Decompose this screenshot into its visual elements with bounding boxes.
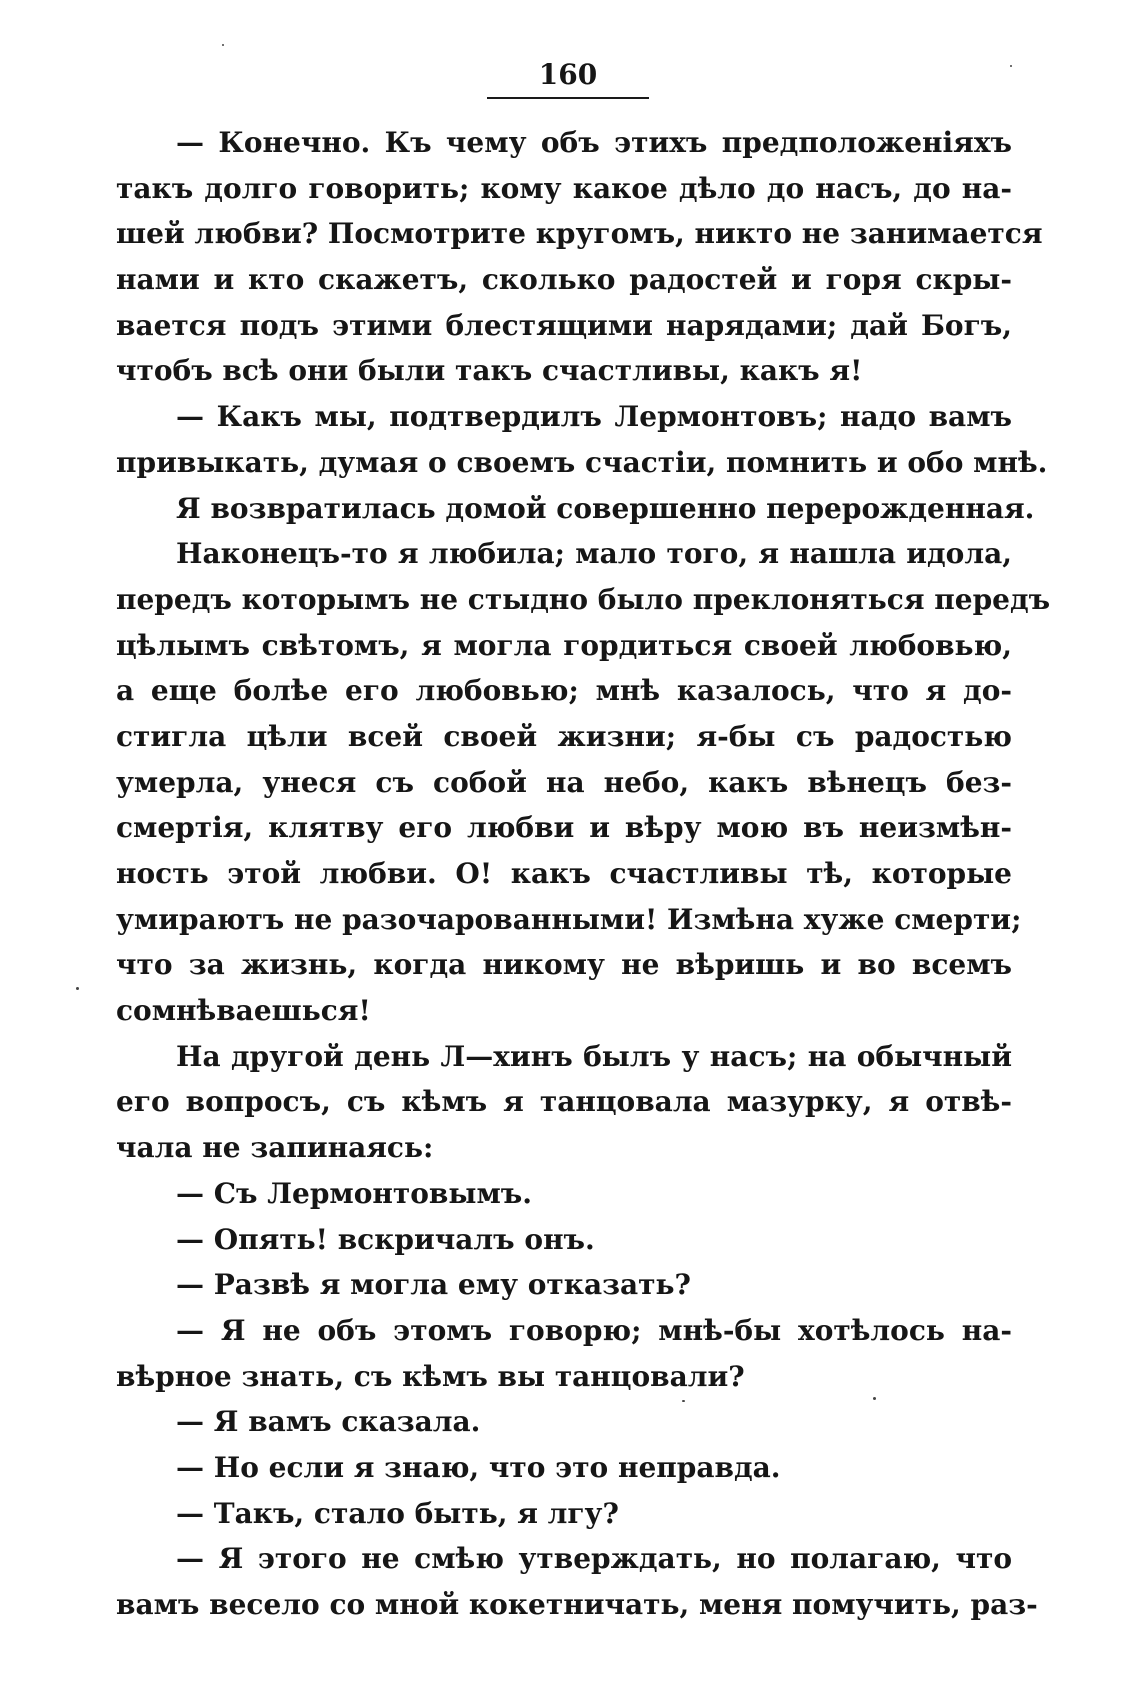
text-line: смертія, клятву его любви и вѣру мою въ неизмѣн- [116,811,1012,845]
text-line: вамъ весело со мной кокетничать, меня помучить, раз- [116,1588,1038,1621]
text-line: — Но если я знаю, что это неправда. [176,1450,781,1484]
text-line: — Я не объ этомъ говорю; мнѣ-бы хотѣлось на- [176,1313,1012,1347]
text-line: — Развѣ я могла ему отказать? [176,1268,691,1302]
text-line: шей любви? Посмотрите кругомъ, никто не занимается [116,217,1043,251]
print-speck [682,1400,685,1402]
text-line: — Опять! вскричалъ онъ. [176,1222,595,1256]
text-line: — Конечно. Къ чему объ этихъ предположеніяхъ [176,126,1012,159]
text-line: такъ долго говорить; кому какое дѣло до насъ, до на- [116,171,1012,205]
text-line: вѣрное знать, съ кѣмъ вы танцовали? [116,1359,745,1393]
print-speck [1010,65,1012,67]
print-speck [76,987,79,990]
text-line: вается подъ этими блестящими нарядами; дай Богъ, [116,308,1012,342]
page-text [116,120,1051,1628]
text-line: а еще болѣе его любовью; мнѣ казалось, что я до- [116,674,1012,708]
text-line: что за жизнь, когда никому не вѣришь и во всемъ [116,948,1012,982]
text-line: Я возвратилась домой совершенно перерожденная. [176,491,1035,525]
text-line: чала не запинаясь: [116,1131,434,1165]
text-line: привыкать, думая о своемъ счастіи, помнить и обо мнѣ. [116,445,1048,479]
text-line: цѣлымъ свѣтомъ, я могла гордиться своей любовью, [116,628,1012,662]
text-line: его вопросъ, съ кѣмъ я танцовала мазурку, я отвѣ- [116,1085,1012,1119]
print-speck [222,44,224,46]
text-line: сомнѣваешься! [116,994,371,1028]
text-line: — Я этого не смѣю утверждать, но полагаю, что [176,1542,1012,1576]
text-line: — Такъ, стало быть, я лгу? [176,1496,619,1530]
text-line: нами и кто скажетъ, сколько радостей и горя скры- [116,263,1012,297]
page-number-rule [487,97,649,99]
text-line: — Съ Лермонтовымъ. [176,1176,533,1210]
text-line: передъ которымъ не стыдно было преклоняться передъ [116,582,1051,616]
text-line: — Какъ мы, подтвердилъ Лермонтовъ; надо вамъ [176,400,1012,434]
page-number: 160 [538,58,598,91]
text-line: чтобъ всѣ они были такъ счастливы, какъ я! [116,354,863,388]
print-speck [873,1397,876,1400]
text-line: ность этой любви. О! какъ счастливы тѣ, которые [116,857,1012,890]
text-line: стигла цѣли всей своей жизни; я-бы съ радостью [116,719,1012,753]
text-line: умираютъ не разочарованными! Измѣна хуже смерти; [116,902,1022,936]
text-line: — Я вамъ сказала. [176,1405,481,1439]
text-line: Наконецъ-то я любила; мало того, я нашла идола, [176,537,1012,571]
text-line: На другой день Л—хинъ былъ у насъ; на обычный [176,1039,1012,1073]
text-line: умерла, унеся съ собой на небо, какъ вѣнецъ без- [116,765,1012,799]
